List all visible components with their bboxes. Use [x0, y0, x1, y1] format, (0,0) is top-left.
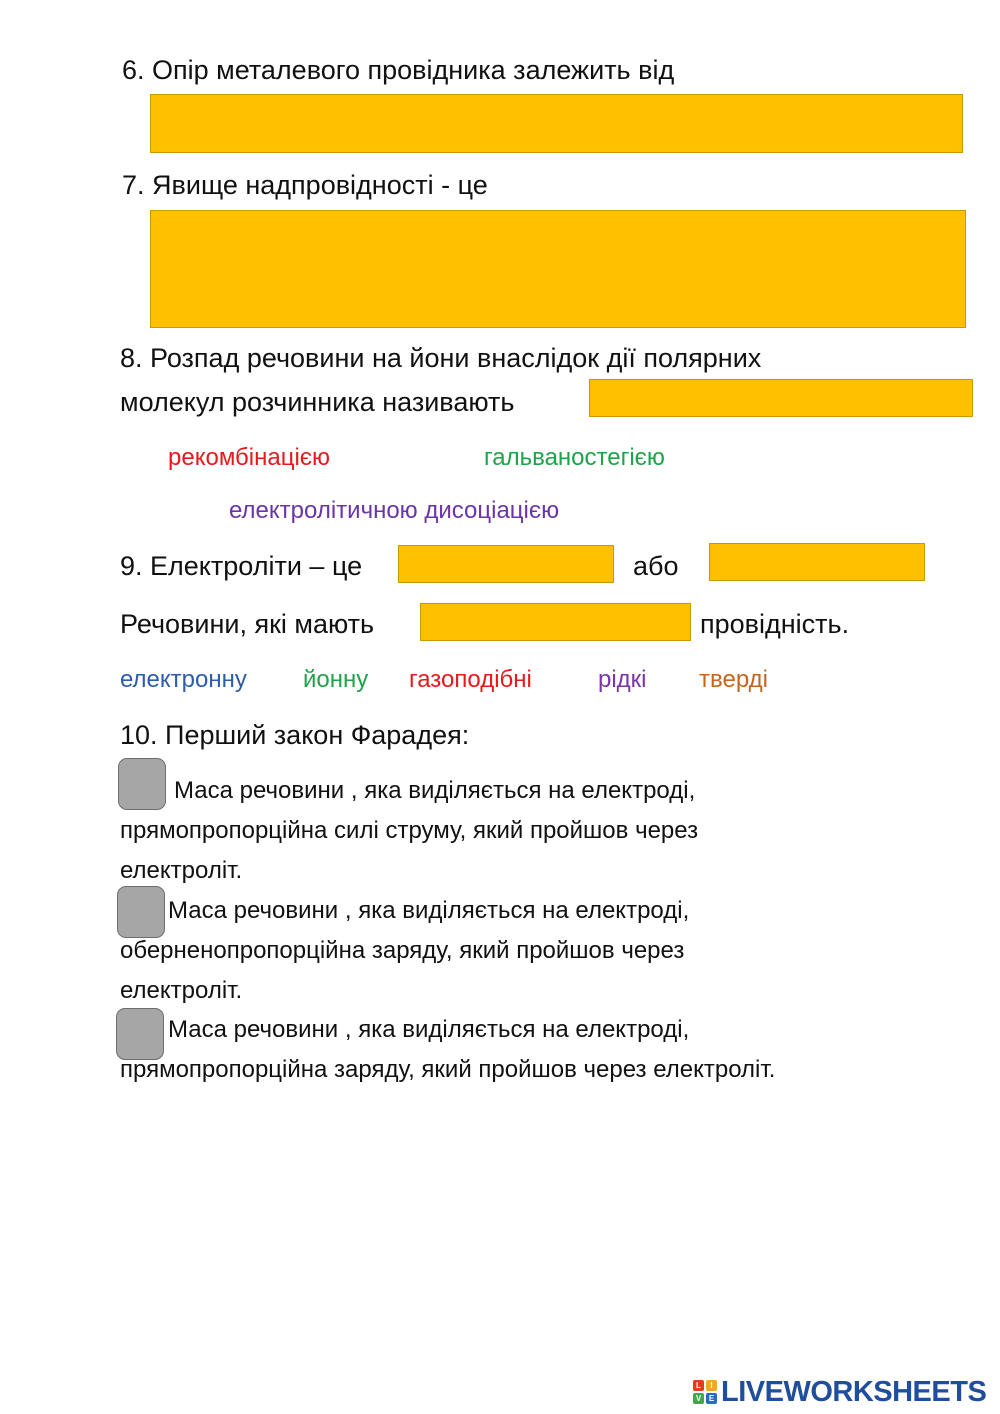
question-8-line-1: 8. Розпад речовини на йони внаслідок дії полярних: [120, 343, 762, 373]
answer-1-checkbox[interactable]: [118, 758, 166, 810]
option-electrolytic-dissociation: електролітичною дисоціацією: [229, 497, 560, 524]
option-ionic: йонну: [303, 666, 369, 693]
answer-1-line-2: прямопропорційна силі струму, який пройшов через: [120, 817, 699, 844]
question-9-text: 9. Електроліти – це: [120, 551, 363, 581]
answer-3-line-1: Маса речовини , яка виділяється на електроді,: [168, 1016, 690, 1043]
logo-letter-i: I: [706, 1380, 717, 1391]
answer-1-line-1: Маса речовини , яка виділяється на електроді,: [174, 777, 696, 804]
question-9-line-2-prefix: Речовини, які мають: [120, 609, 375, 639]
logo-letter-e: E: [706, 1393, 717, 1404]
option-solid: тверді: [699, 666, 768, 693]
question-8-answer-box[interactable]: [589, 379, 973, 417]
option-recombination: рекомбінацією: [168, 444, 331, 471]
question-9-answer-box-1[interactable]: [398, 545, 614, 583]
option-liquid: рідкі: [598, 666, 647, 693]
answer-3-checkbox[interactable]: [116, 1008, 164, 1060]
question-9-answer-box-2[interactable]: [709, 543, 925, 581]
question-9-answer-box-3[interactable]: [420, 603, 691, 641]
answer-2-checkbox[interactable]: [117, 886, 165, 938]
option-gaseous: газоподібні: [409, 666, 532, 693]
logo-letter-v: V: [693, 1393, 704, 1404]
answer-3-line-2: прямопропорційна заряду, який пройшов через електроліт.: [120, 1056, 776, 1083]
question-6-text: 6. Опір металевого провідника залежить від: [122, 55, 675, 85]
question-7-text: 7. Явище надпровідності - це: [122, 170, 488, 200]
answer-2-line-2: оберненопропорційна заряду, який пройшов через: [120, 937, 685, 964]
answer-2-line-1: Маса речовини , яка виділяється на електроді,: [168, 897, 690, 924]
liveworksheets-logo-text: LIVEWORKSHEETS: [721, 1375, 987, 1408]
question-8-line-2: молекул розчинника називають: [120, 387, 515, 417]
answer-1-line-3: електроліт.: [120, 857, 243, 884]
option-galvanostegy: гальваностегією: [484, 444, 665, 471]
answer-2-line-3: електроліт.: [120, 977, 243, 1004]
option-electronic: електронну: [120, 666, 247, 693]
question-7-answer-box[interactable]: [150, 210, 966, 328]
logo-letter-l: L: [693, 1380, 704, 1391]
liveworksheets-logo-icon: [693, 1380, 717, 1404]
question-10-title: 10. Перший закон Фарадея:: [120, 720, 470, 750]
question-9-or-text: або: [633, 551, 679, 581]
question-9-line-2-suffix: провідність.: [700, 609, 850, 639]
liveworksheets-logo: [693, 1376, 986, 1408]
question-6-answer-box[interactable]: [150, 94, 963, 153]
